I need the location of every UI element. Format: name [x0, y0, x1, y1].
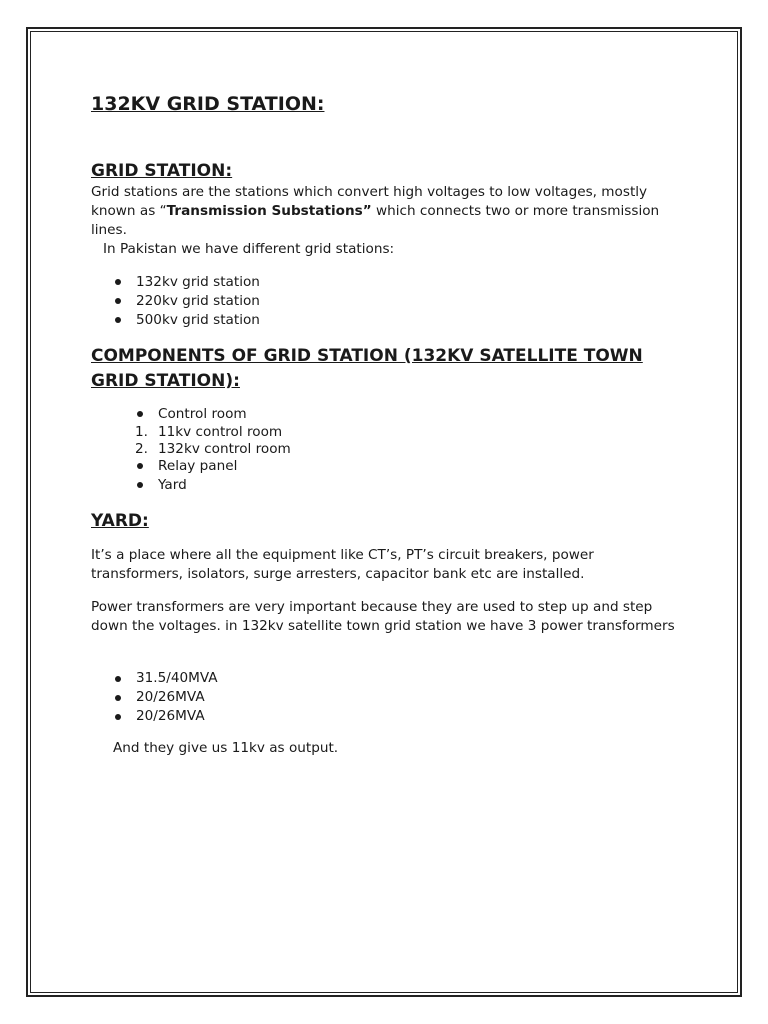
yard-paragraph-1: It’s a place where all the equipment like CT’s, PT’s circuit breakers, power transformers, isolators, surge arresters, capacitor bank etc are installed.	[91, 547, 594, 582]
bullet-dot	[137, 411, 143, 417]
grid-station-intro	[91, 183, 681, 240]
bullet-dot	[115, 714, 121, 720]
list-item: 20/26MVA	[136, 708, 205, 724]
bullet-dot	[137, 463, 143, 469]
list-item: 132kv control room	[158, 441, 291, 457]
pakistan-line: In Pakistan we have different grid stations:	[103, 241, 395, 257]
yard-paragraph-2: Power transformers are very important because they are used to step up and step down the voltages. in 132kv satellite town grid station we have 3 power transformers	[91, 599, 675, 634]
grid-station-heading: GRID STATION:	[91, 161, 233, 181]
bullet-dot	[137, 482, 143, 488]
components-heading	[91, 344, 643, 394]
document-title: 132KV GRID STATION:	[91, 93, 325, 115]
bullet-dot	[115, 298, 121, 304]
list-item: 31.5/40MVA	[136, 670, 218, 686]
list-item: 220kv grid station	[136, 293, 260, 309]
output-line: And they give us 11kv as output.	[113, 740, 339, 756]
list-item: Relay panel	[158, 458, 238, 474]
intro-bold-term: Transmission Substations”	[166, 203, 372, 219]
components-heading-line2: GRID STATION):	[91, 371, 240, 391]
bullet-dot	[115, 317, 121, 323]
bullet-dot	[115, 279, 121, 285]
components-heading-line1: COMPONENTS OF GRID STATION (132KV SATELLITE TOWN	[91, 346, 643, 366]
list-item: 132kv grid station	[136, 274, 260, 290]
yard-heading: YARD:	[91, 511, 149, 531]
list-number: 2.	[135, 441, 148, 457]
bullet-dot	[115, 695, 121, 701]
intro-text-end: which connects two or more transmission lines.	[91, 203, 660, 238]
list-item: 500kv grid station	[136, 312, 260, 328]
list-number: 1.	[135, 424, 148, 440]
list-item: Yard	[158, 477, 187, 493]
bullet-dot	[115, 676, 121, 682]
list-item: Control room	[158, 406, 247, 422]
list-item: 11kv control room	[158, 424, 283, 440]
intro-text-start: Grid stations are the stations which convert high voltages to low voltages, mostly known as “	[91, 184, 648, 219]
list-item: 20/26MVA	[136, 689, 205, 705]
